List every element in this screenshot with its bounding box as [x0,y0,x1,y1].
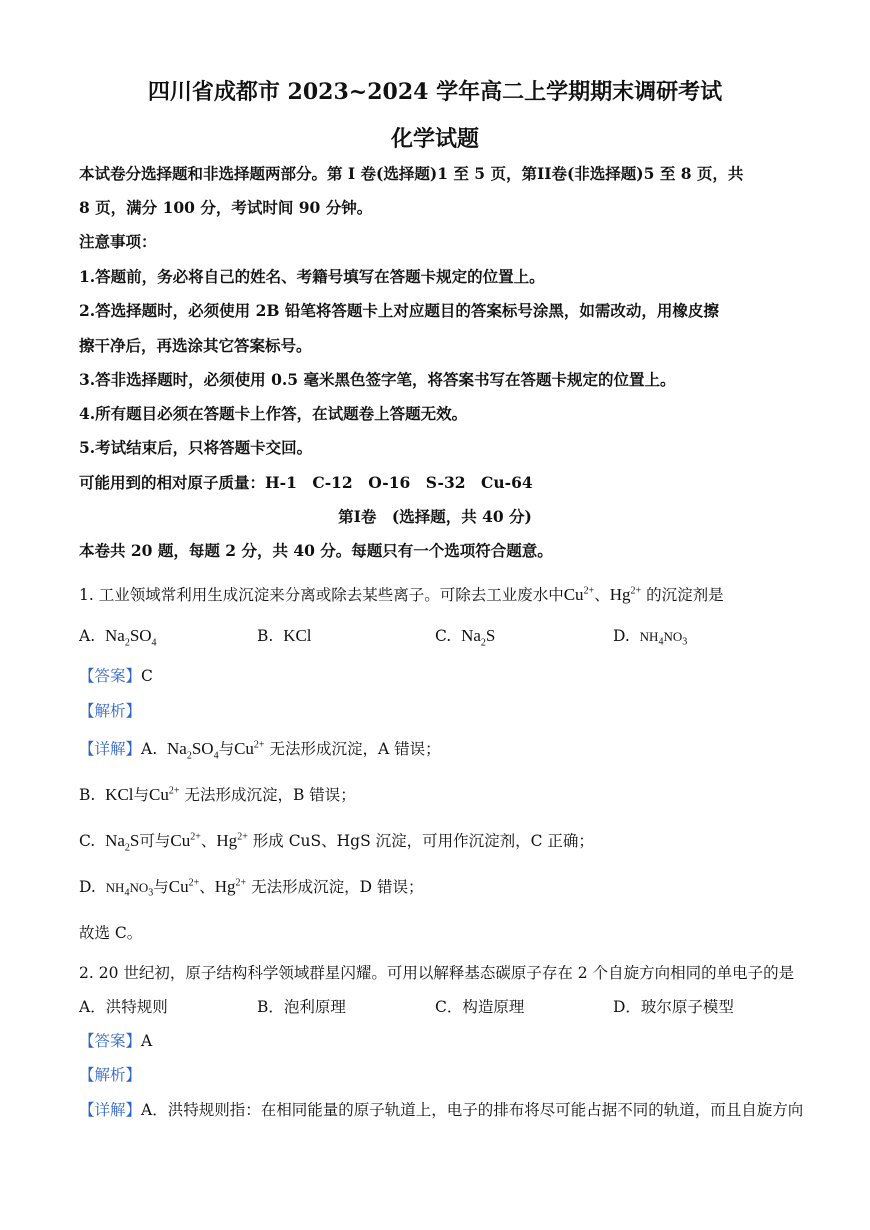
separator: 、 [199,878,215,896]
word-with: 与 [153,878,169,896]
ion-cu: $Cu^{2+}$ [563,585,595,604]
separator: 、 [594,586,610,604]
question-1-stem-end: 的沉淀剂是 [646,586,724,604]
q1-detail-d: D. $NH_4NO_3$与$Cu^{2+}$、$Hg^{2+}$ 无法形成沉淀，D 错误； [79,877,424,899]
q2-analysis-tag: 【解析】 [79,1066,142,1084]
formula-nh4no3: $NH_4NO_3$ [639,629,688,648]
note-3: 3.答非选择题时，必须使用 0.5 毫米黑色签字笔，将答案书写在答题卡规定的位置上。 [79,370,676,389]
section-instruction: 本卷共 20 题，每题 2 分，共 40 分。每题只有一个选项符合题意。 [79,541,553,560]
option-label: B. [257,627,274,645]
page-title: 四川省成都市 2023~2024 学年高二上学期期末调研考试 [147,79,723,105]
note-2-continued: 擦干净后，再选涂其它答案标号。 [79,336,312,355]
detail-text: 无法形成沉淀，A 错误； [269,740,441,758]
ion-cu: $Cu^{2+}$ [234,739,265,758]
answer-tag: 【答案】 [79,1032,142,1050]
q1-detail-c: C. $Na_2S$可与$Cu^{2+}$、$Hg^{2+}$ 形成 CuS、HgS 沉淀，可用作沉淀剂，C 正确； [79,831,594,854]
q2-option-c: C．构造原理 [435,998,525,1016]
note-5: 5.考试结束后，只将答题卡交回。 [79,438,313,457]
question-2-stem: 2. 20 世纪初，原子结构科学领域群星闪耀。可用以解释基态碳原子存在 2 个自旋方向相同的单电子的是 [79,964,795,982]
formula-nh4no3: $NH_4NO_3$ [105,880,154,899]
detail-tag: 【详解】 [79,1101,142,1119]
detail-text: 无法形成沉淀，D 错误； [251,878,424,896]
ion-hg: $Hg^{2+}$ [609,585,642,604]
detail-text: 形成 CuS、HgS 沉淀，可用作沉淀剂，C 正确； [252,832,594,850]
ion-cu: $Cu^{2+}$ [149,785,180,804]
q1-option-b [257,626,312,646]
word-can-with: 可与 [139,832,171,850]
q2-option-a: A．洪特规则 [79,998,168,1016]
q1-answer [79,666,153,686]
note-2: 2.答选择题时，必须使用 2B 铅笔将答题卡上对应题目的答案标号涂黑，如需改动，用橡皮擦 [79,301,719,320]
q1-option-d [613,626,687,647]
q1-detail-b: B. KCl与$Cu^{2+}$ 无法形成沉淀，B 错误； [79,785,356,804]
word-with: 与 [218,740,235,758]
q1-option-c [435,626,496,649]
answer-value: A [141,1032,153,1050]
detail-tag: 【详解】 [79,740,142,758]
q2-answer [79,1031,152,1051]
q2-option-b: B．泡利原理 [257,998,346,1016]
q1-analysis-tag: 【解析】 [79,702,142,720]
q1-conclusion: 故选 C。 [79,924,143,942]
option-label: D. [613,627,630,645]
intro-line-1: 本试卷分选择题和非选择题两部分。第 I 卷(选择题)1 至 5 页，第II卷(非选择题)5 至 8 页，共 [79,164,744,183]
ion-cu: $Cu^{2+}$ [170,831,201,850]
atomic-masses: 可能用到的相对原子质量：H-1 C-12 O-16 S-32 Cu-64 [79,473,533,492]
section-title: 第I卷 (选择题，共 40 分) [338,507,532,526]
detail-text: A．洪特规则指：在相同能量的原子轨道上，电子的排布将尽可能占据不同的轨道，而且自旋方向 [141,1101,804,1119]
option-label: C. [435,627,452,645]
page-subtitle: 化学试题 [390,126,479,152]
formula-kcl: KCl [105,785,134,804]
answer-value: C [141,667,153,685]
detail-text: 无法形成沉淀，B 错误； [184,786,356,804]
formula-na2so4: $Na_2SO_4$ [104,626,157,649]
formula-na2s: $Na_2S$ [105,831,140,854]
ion-hg: $Hg^{2+}$ [216,831,248,850]
option-label: A. [79,627,96,645]
intro-line-2: 8 页，满分 100 分，考试时间 90 分钟。 [79,198,373,217]
q2-option-d: D．玻尔原子模型 [613,998,734,1016]
word-with: 与 [133,786,150,804]
ion-cu: $Cu^{2+}$ [168,877,200,896]
formula-kcl: KCl [283,626,312,645]
ion-hg: $Hg^{2+}$ [214,877,247,896]
question-1-stem [79,585,724,605]
formula-na2so4: $Na_2SO_4$ [167,739,219,762]
notes-heading: 注意事项： [79,232,157,251]
separator: 、 [200,832,217,850]
formula-na2s: $Na_2S$ [461,626,496,649]
q2-detail [79,1100,803,1120]
note-1: 1.答题前，务必将自己的姓名、考籍号填写在答题卡规定的位置上。 [79,267,545,286]
answer-tag: 【答案】 [79,667,142,685]
note-4: 4.所有题目必须在答题卡上作答，在试题卷上答题无效。 [79,404,468,423]
question-1-stem-text: 1. 工业领域常利用生成沉淀来分离或除去某些离子。可除去工业废水中 [79,586,564,604]
q1-detail-a: 【详解】A. $Na_2SO_4$与$Cu^{2+}$ 无法形成沉淀，A 错误； [79,739,441,762]
q1-option-a [79,626,157,649]
